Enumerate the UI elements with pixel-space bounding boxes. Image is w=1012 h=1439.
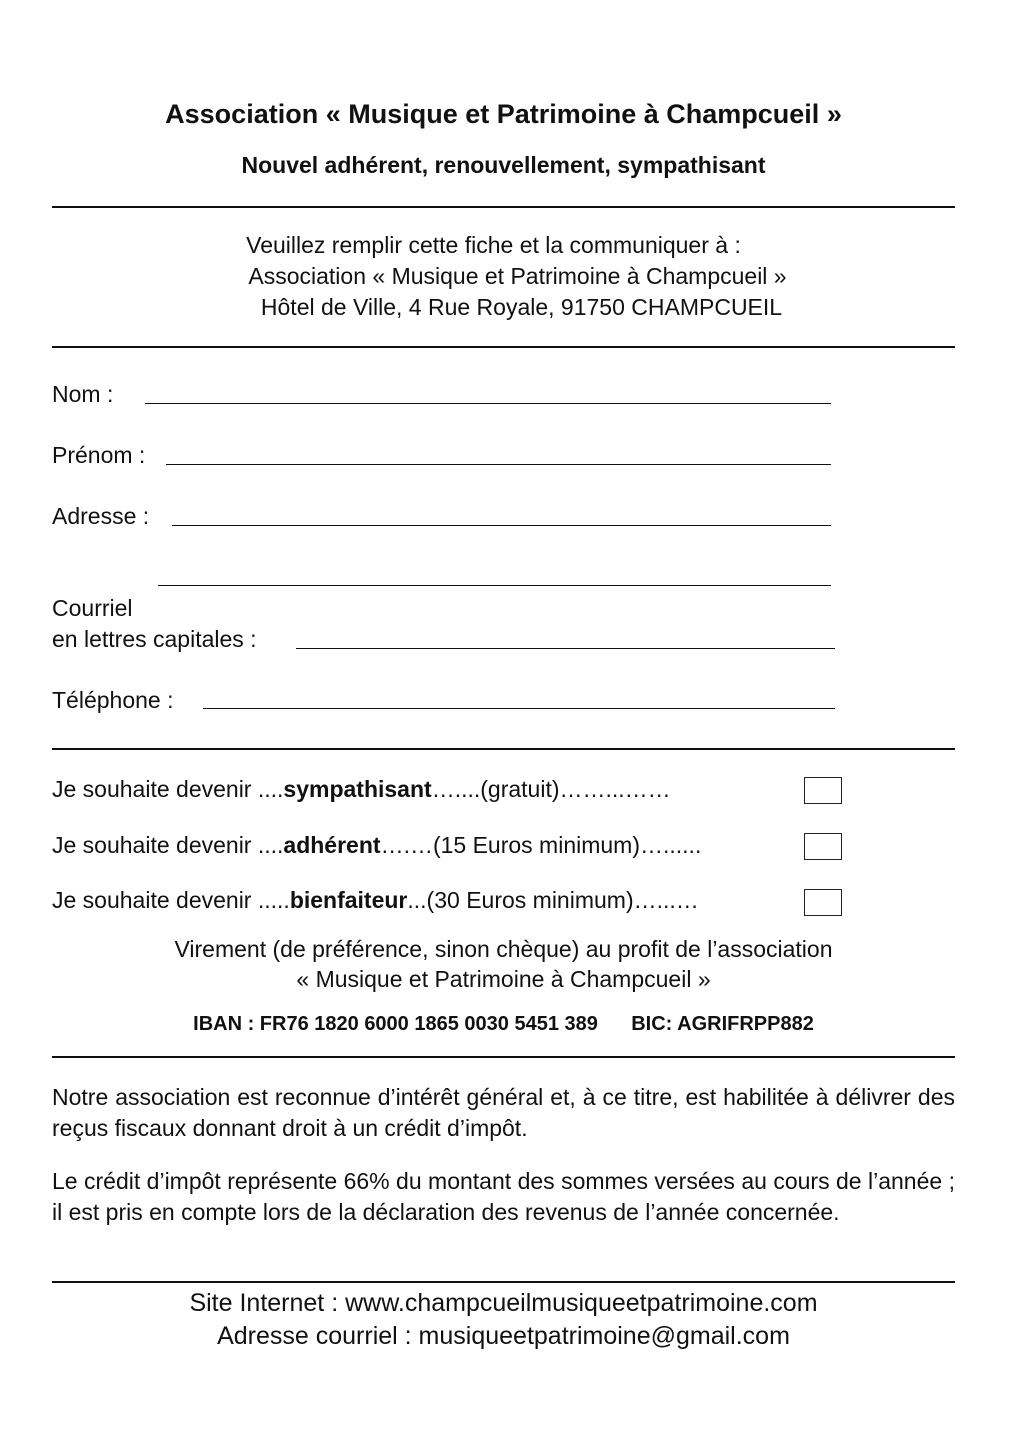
divider: [52, 1281, 955, 1283]
postal-address-line: Hôtel de Ville, 4 Rue Royale, 91750 CHAMPCUEIL: [260, 294, 783, 320]
courriel-sublabel: en lettres capitales :: [52, 626, 257, 652]
bank-details: IBAN : FR76 1820 6000 1865 0030 5451 389 BIC: AGRIFRPP882: [193, 1013, 814, 1035]
option-suffix: ...(30 Euros minimum)…...…: [407, 887, 699, 913]
tax-paragraph-1: Notre association est reconnue d’intérêt général et, à ce titre, est habilitée à délivrer des reçus fiscaux donnant droit à un crédit d’impôt.: [52, 1084, 955, 1141]
bienfaiteur-checkbox[interactable]: [804, 889, 842, 916]
option-sympathisant: [52, 776, 671, 803]
telephone-label: Téléphone :: [52, 687, 174, 713]
option-strong: bienfaiteur: [289, 887, 408, 913]
divider: [52, 346, 955, 348]
option-prefix: Je souhaite devenir .....: [52, 887, 290, 913]
website-line: Site Internet : www.champcueilmusiqueetpatrimoine.com: [189, 1289, 818, 1317]
adherent-checkbox[interactable]: [804, 833, 842, 860]
courriel-label: Courriel: [52, 595, 133, 621]
option-adherent: [52, 832, 701, 859]
payment-line-2: « Musique et Patrimoine à Champcueil »: [296, 966, 711, 992]
form-title: Association « Musique et Patrimoine à Champcueil »: [165, 99, 842, 129]
option-prefix: Je souhaite devenir ....: [52, 776, 284, 802]
tax-paragraph-2: Le crédit d’impôt représente 66% du montant des sommes versées au cours de l’année ; il est pris en compte lors de la déclaration des revenus de l’année concernée.: [52, 1168, 955, 1225]
payment-line-1: Virement (de préférence, sinon chèque) au profit de l’association: [174, 936, 833, 962]
option-suffix: ….…(15 Euros minimum)…......: [380, 832, 702, 858]
nom-input-line[interactable]: [145, 403, 831, 404]
nom-label: Nom :: [52, 381, 114, 407]
divider: [52, 748, 955, 750]
prenom-label: Prénom :: [52, 442, 146, 468]
adresse-label: Adresse :: [52, 503, 150, 529]
option-suffix: …....(gratuit)……...……: [431, 776, 671, 802]
option-strong: adhérent: [283, 832, 381, 858]
option-strong: sympathisant: [283, 776, 432, 802]
divider: [52, 1056, 955, 1058]
adresse-input-line[interactable]: [172, 525, 831, 526]
courriel-input-line[interactable]: [296, 648, 835, 649]
divider: [52, 206, 955, 208]
prenom-input-line[interactable]: [166, 464, 831, 465]
option-prefix: Je souhaite devenir ....: [52, 832, 284, 858]
option-bienfaiteur: [52, 887, 699, 914]
association-name-line: Association « Musique et Patrimoine à Champcueil »: [248, 263, 787, 289]
instruction-line: Veuillez remplir cette fiche et la communiquer à :: [246, 232, 741, 258]
telephone-input-line[interactable]: [203, 708, 835, 709]
form-subtitle: Nouvel adhérent, renouvellement, sympathisant: [241, 152, 766, 178]
adresse-input-line-2[interactable]: [158, 585, 831, 586]
email-line: Adresse courriel : musiqueetpatrimoine@gmail.com: [217, 1322, 790, 1350]
sympathisant-checkbox[interactable]: [804, 777, 842, 804]
